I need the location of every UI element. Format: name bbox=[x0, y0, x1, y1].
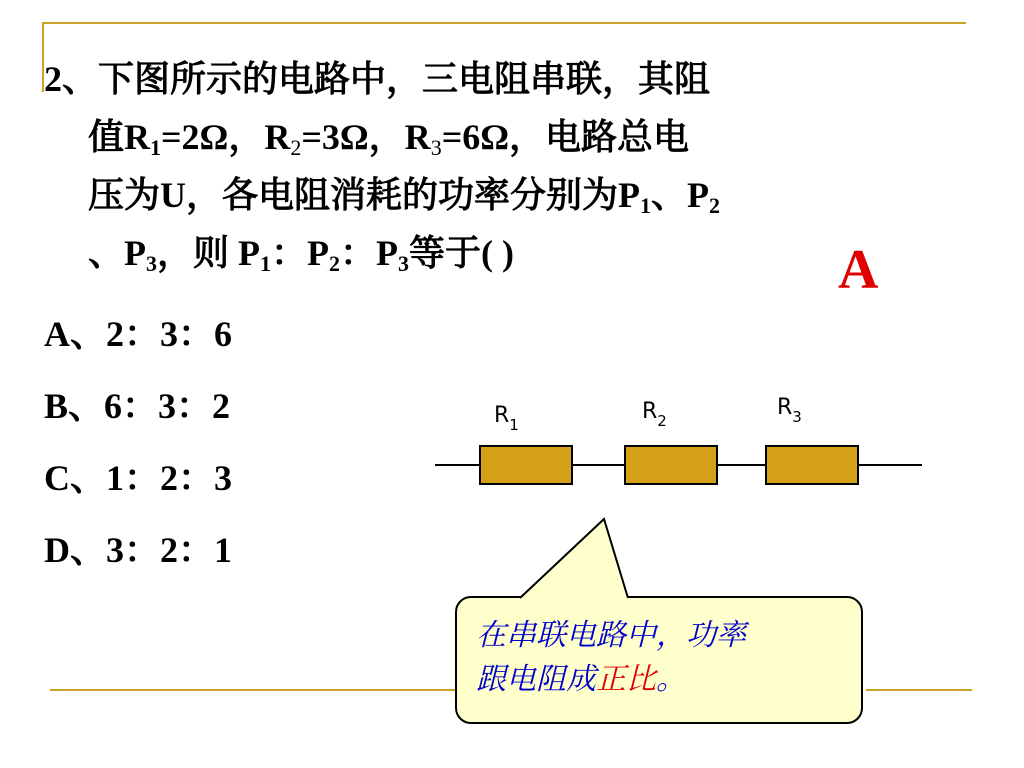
top-rule bbox=[44, 22, 966, 24]
q-l4-sub3: 2 bbox=[329, 251, 340, 276]
q-l4-sub1: 3 bbox=[146, 251, 157, 276]
callout-highlight: 正比 bbox=[596, 662, 656, 697]
series-circuit-diagram bbox=[430, 390, 930, 500]
label-r3-sub: 3 bbox=[792, 408, 802, 426]
label-r2-sub: 2 bbox=[657, 412, 667, 430]
option-c: C、1：2：3 bbox=[44, 458, 232, 498]
bottom-rule-left bbox=[50, 689, 470, 691]
option-a: A、2：3：6 bbox=[44, 314, 232, 354]
q-l4-e: 等于( ) bbox=[409, 233, 514, 273]
callout-pointer-stroke bbox=[520, 519, 628, 598]
callout-line-2 bbox=[476, 658, 846, 702]
label-r1-sub: 1 bbox=[509, 416, 519, 434]
resistor-r3 bbox=[766, 446, 858, 484]
resistor-r2 bbox=[625, 446, 717, 484]
callout-text bbox=[476, 614, 846, 702]
q-l2-sub1: 1 bbox=[150, 135, 161, 160]
callout-line-1: 在串联电路中，功率 bbox=[476, 618, 746, 653]
label-r3 bbox=[777, 395, 802, 426]
answer-mark: A bbox=[838, 239, 879, 301]
q-l3-b: 、P bbox=[651, 175, 709, 215]
label-r2-main: R bbox=[642, 399, 658, 424]
label-r2 bbox=[642, 399, 667, 430]
q-l2-c: =3Ω，R bbox=[301, 117, 431, 157]
option-b: B、6：3：2 bbox=[44, 386, 231, 426]
callout-line-2-a: 跟电阻成 bbox=[476, 662, 596, 697]
question-line-1-text: 2、下图所示的电路中，三电阻串联，其阻 bbox=[44, 59, 711, 99]
callout-pointer-fill bbox=[520, 519, 628, 598]
q-l4-sub4: 3 bbox=[398, 251, 409, 276]
label-r3-main: R bbox=[777, 395, 793, 420]
q-l3-sub2: 2 bbox=[709, 193, 720, 218]
label-r1 bbox=[494, 403, 519, 434]
q-l2-sub2: 2 bbox=[290, 135, 302, 160]
q-l2-b: =2Ω，R bbox=[161, 117, 291, 157]
q-l4-c: ：P bbox=[271, 233, 329, 273]
q-l4-a: 、P bbox=[88, 233, 146, 273]
callout-line-2-c: 。 bbox=[656, 662, 686, 697]
question-line-1 bbox=[44, 50, 984, 108]
bottom-rule-right bbox=[866, 689, 972, 691]
option-d: D、3：2：1 bbox=[44, 530, 232, 570]
question-line-3 bbox=[44, 166, 984, 224]
q-l2-d: =6Ω，电路总电 bbox=[441, 117, 690, 157]
q-l2-sub3: 3 bbox=[430, 135, 442, 160]
q-l4-d: ：P bbox=[340, 233, 398, 273]
options-list bbox=[44, 304, 232, 592]
label-r1-main: R bbox=[494, 403, 510, 428]
resistor-r1 bbox=[480, 446, 572, 484]
q-l4-sub2: 1 bbox=[260, 251, 271, 276]
q-l2-a: 值R bbox=[88, 117, 150, 157]
q-l3-a: 压为U，各电阻消耗的功率分别为P bbox=[88, 175, 640, 215]
q-l4-b: ，则 P bbox=[157, 233, 260, 273]
q-l3-sub1: 1 bbox=[640, 193, 651, 218]
question-line-2 bbox=[44, 108, 984, 166]
